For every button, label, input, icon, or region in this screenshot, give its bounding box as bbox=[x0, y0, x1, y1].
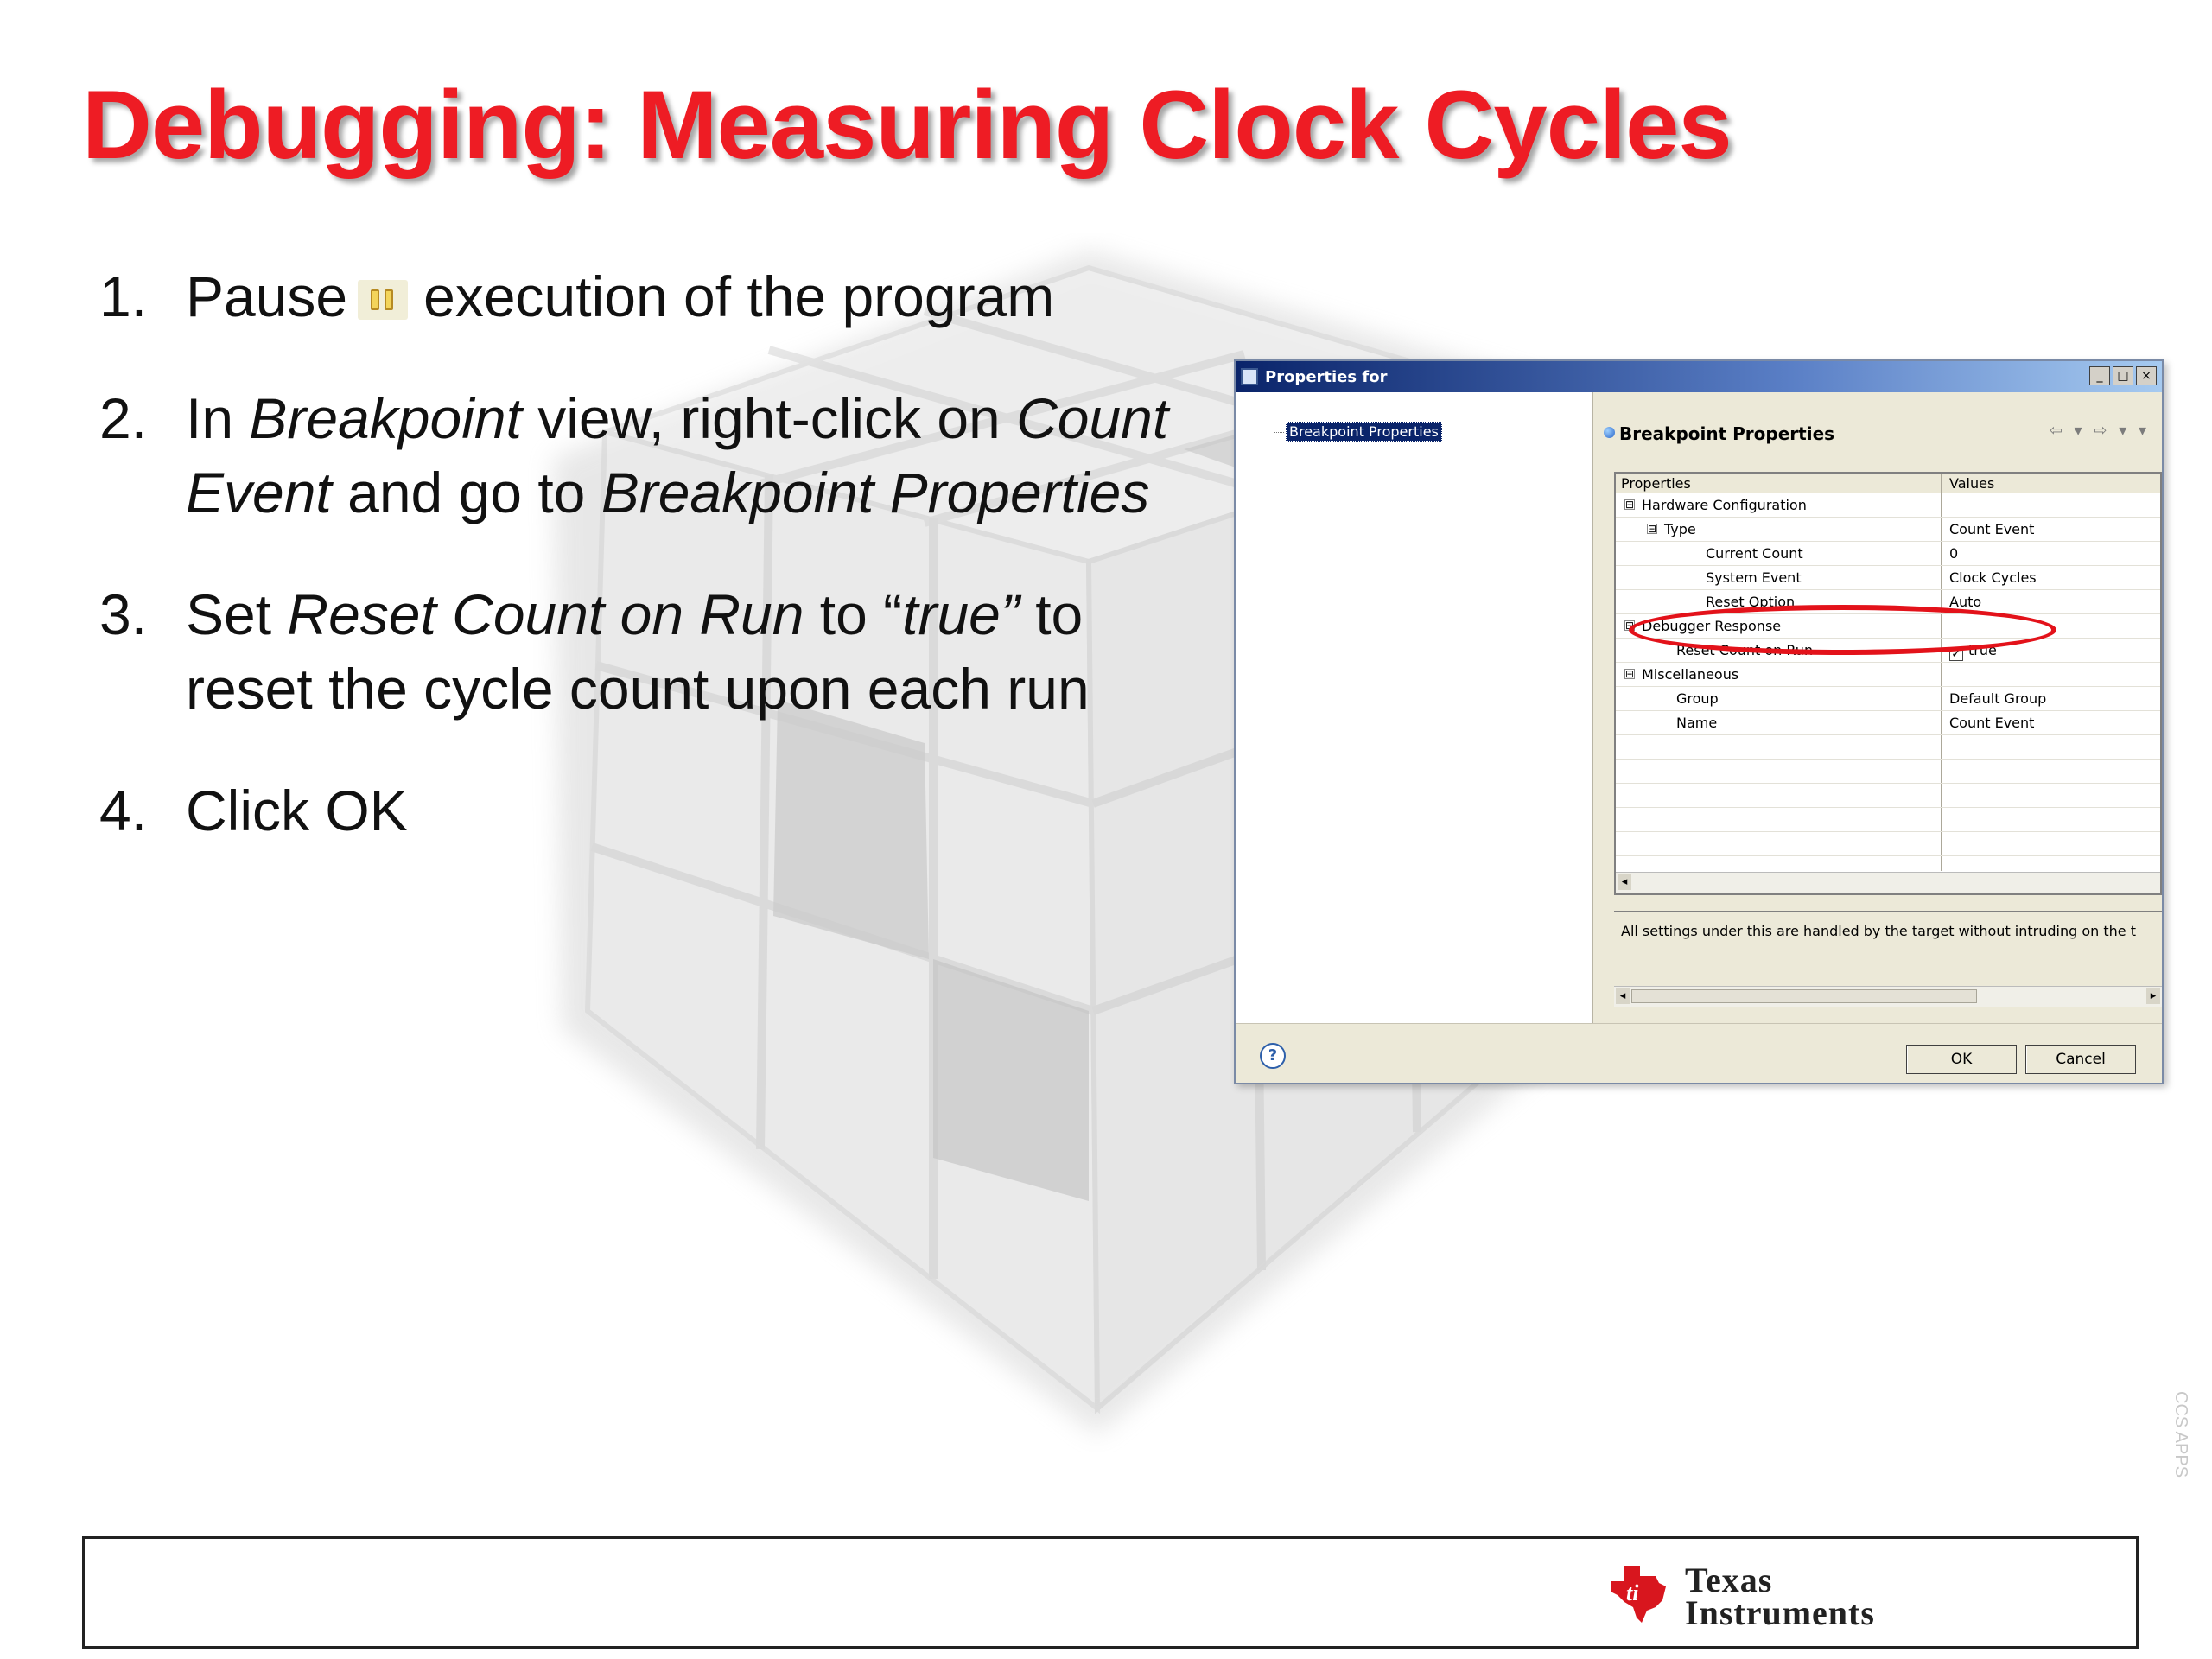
scrollbar-thumb[interactable] bbox=[1631, 989, 1977, 1003]
step-4 bbox=[99, 773, 1223, 848]
description-horizontal-scrollbar[interactable] bbox=[1614, 986, 2162, 1007]
help-icon[interactable]: ? bbox=[1260, 1043, 1286, 1069]
panel-title: Breakpoint Properties bbox=[1619, 423, 1835, 444]
step-text-emphasis: Breakpoint bbox=[249, 386, 522, 450]
property-name: Debugger Response bbox=[1642, 618, 1782, 634]
breakpoint-icon bbox=[1604, 427, 1615, 438]
property-name: Reset Count on Run bbox=[1676, 642, 1814, 658]
step-text: execution of the program bbox=[423, 264, 1055, 328]
property-name: Miscellaneous bbox=[1642, 666, 1739, 683]
step-text: Set bbox=[186, 582, 288, 646]
step-number: 1. bbox=[99, 264, 148, 328]
property-value: 0 bbox=[1949, 545, 1959, 562]
step-3 bbox=[99, 577, 1223, 726]
scroll-right-icon[interactable]: ▸ bbox=[2146, 988, 2160, 1004]
checkbox-label: true bbox=[1968, 642, 1997, 658]
description-text: All settings under this are handled by the target without intruding on the t bbox=[1621, 923, 2136, 939]
close-button[interactable]: × bbox=[2136, 366, 2157, 385]
side-note: CCS APPS bbox=[2171, 1391, 2190, 1478]
collapse-icon[interactable]: ⊟ bbox=[1648, 523, 1657, 535]
step-text: view, right-click on bbox=[521, 386, 1017, 450]
window-controls bbox=[2089, 366, 2157, 385]
dialog-title: Properties for bbox=[1265, 368, 1388, 386]
property-name: Group bbox=[1676, 690, 1719, 707]
property-name: Current Count bbox=[1706, 545, 1803, 562]
step-number: 4. bbox=[99, 779, 148, 842]
collapse-icon[interactable]: ⊟ bbox=[1625, 668, 1635, 680]
table-row[interactable] bbox=[1616, 662, 2160, 687]
table-row bbox=[1616, 807, 2160, 832]
step-text-emphasis: true” bbox=[902, 582, 1020, 646]
table-header bbox=[1616, 474, 2160, 493]
step-text: and go to bbox=[331, 461, 601, 524]
property-name: Reset Option bbox=[1706, 594, 1796, 610]
property-value: Default Group bbox=[1949, 690, 2047, 707]
step-text-emphasis: Reset Count on Run bbox=[287, 582, 804, 646]
step-1 bbox=[99, 259, 1223, 334]
step-number: 2. bbox=[99, 386, 148, 450]
minimize-button[interactable]: _ bbox=[2089, 366, 2110, 385]
collapse-icon[interactable]: ⊟ bbox=[1625, 499, 1635, 511]
column-header-values: Values bbox=[1949, 475, 1995, 492]
cancel-button[interactable]: Cancel bbox=[2025, 1045, 2136, 1074]
property-name: Type bbox=[1664, 521, 1696, 537]
step-text: Click OK bbox=[186, 779, 408, 842]
pause-icon bbox=[358, 280, 408, 320]
table-row[interactable] bbox=[1616, 541, 2160, 566]
brand-line-1: Texas bbox=[1685, 1560, 1773, 1599]
properties-tree bbox=[1236, 392, 1592, 1023]
property-name: Hardware Configuration bbox=[1642, 497, 1807, 513]
description-area bbox=[1614, 911, 2162, 1007]
ok-button[interactable]: OK bbox=[1906, 1045, 2017, 1074]
table-horizontal-scrollbar[interactable] bbox=[1616, 872, 2160, 893]
properties-table bbox=[1614, 472, 2162, 895]
table-row[interactable] bbox=[1616, 686, 2160, 711]
slide-title: Debugging: Measuring Clock Cycles bbox=[82, 71, 1732, 179]
step-text-emphasis: Breakpoint Properties bbox=[601, 461, 1150, 524]
column-header-properties: Properties bbox=[1621, 475, 1691, 492]
svg-text:ti: ti bbox=[1626, 1580, 1639, 1605]
step-text-emphasis: Count Event bbox=[186, 386, 1169, 524]
table-row[interactable] bbox=[1616, 493, 2160, 518]
table-row bbox=[1616, 759, 2160, 784]
checkbox[interactable]: ✓ bbox=[1949, 647, 1963, 661]
property-value: Count Event bbox=[1949, 715, 2035, 731]
properties-dialog bbox=[1234, 359, 2164, 1084]
brand-wordmark bbox=[1685, 1560, 1875, 1632]
scroll-left-icon[interactable]: ◂ bbox=[1616, 988, 1630, 1004]
texas-instruments-logo-icon bbox=[1605, 1562, 1670, 1627]
step-text: to “ bbox=[804, 582, 903, 646]
property-name: System Event bbox=[1706, 569, 1802, 586]
highlight-ellipse bbox=[1629, 605, 2056, 655]
dialog-button-bar bbox=[1236, 1023, 2162, 1083]
collapse-icon[interactable]: ⊟ bbox=[1625, 620, 1635, 632]
maximize-button[interactable]: □ bbox=[2113, 366, 2133, 385]
step-text: to reset the cycle count upon each run bbox=[186, 582, 1090, 721]
dialog-titlebar[interactable] bbox=[1236, 361, 2162, 392]
property-value: Auto bbox=[1949, 594, 1982, 610]
tree-connector bbox=[1274, 432, 1284, 433]
properties-panel bbox=[1592, 392, 2162, 1023]
properties-icon bbox=[1241, 368, 1258, 385]
property-name: Name bbox=[1676, 715, 1718, 731]
table-row bbox=[1616, 783, 2160, 808]
table-row[interactable] bbox=[1616, 517, 2160, 542]
table-row bbox=[1616, 734, 2160, 760]
table-row[interactable] bbox=[1616, 710, 2160, 735]
table-row[interactable] bbox=[1616, 565, 2160, 590]
steps-list bbox=[99, 259, 1223, 895]
property-value: Count Event bbox=[1949, 521, 2035, 537]
navigation-arrows-icon[interactable]: ⇦ ▾ ⇨ ▾ ▾ bbox=[2049, 422, 2150, 440]
step-text: In bbox=[186, 386, 250, 450]
scroll-left-icon[interactable]: ◂ bbox=[1618, 874, 1631, 890]
tree-item-breakpoint-properties[interactable]: Breakpoint Properties bbox=[1286, 422, 1442, 442]
brand-line-2: Instruments bbox=[1685, 1593, 1875, 1632]
step-text: Pause bbox=[186, 264, 348, 328]
step-number: 3. bbox=[99, 582, 148, 646]
table-row bbox=[1616, 831, 2160, 856]
step-2 bbox=[99, 381, 1223, 530]
property-value: Clock Cycles bbox=[1949, 569, 2037, 586]
